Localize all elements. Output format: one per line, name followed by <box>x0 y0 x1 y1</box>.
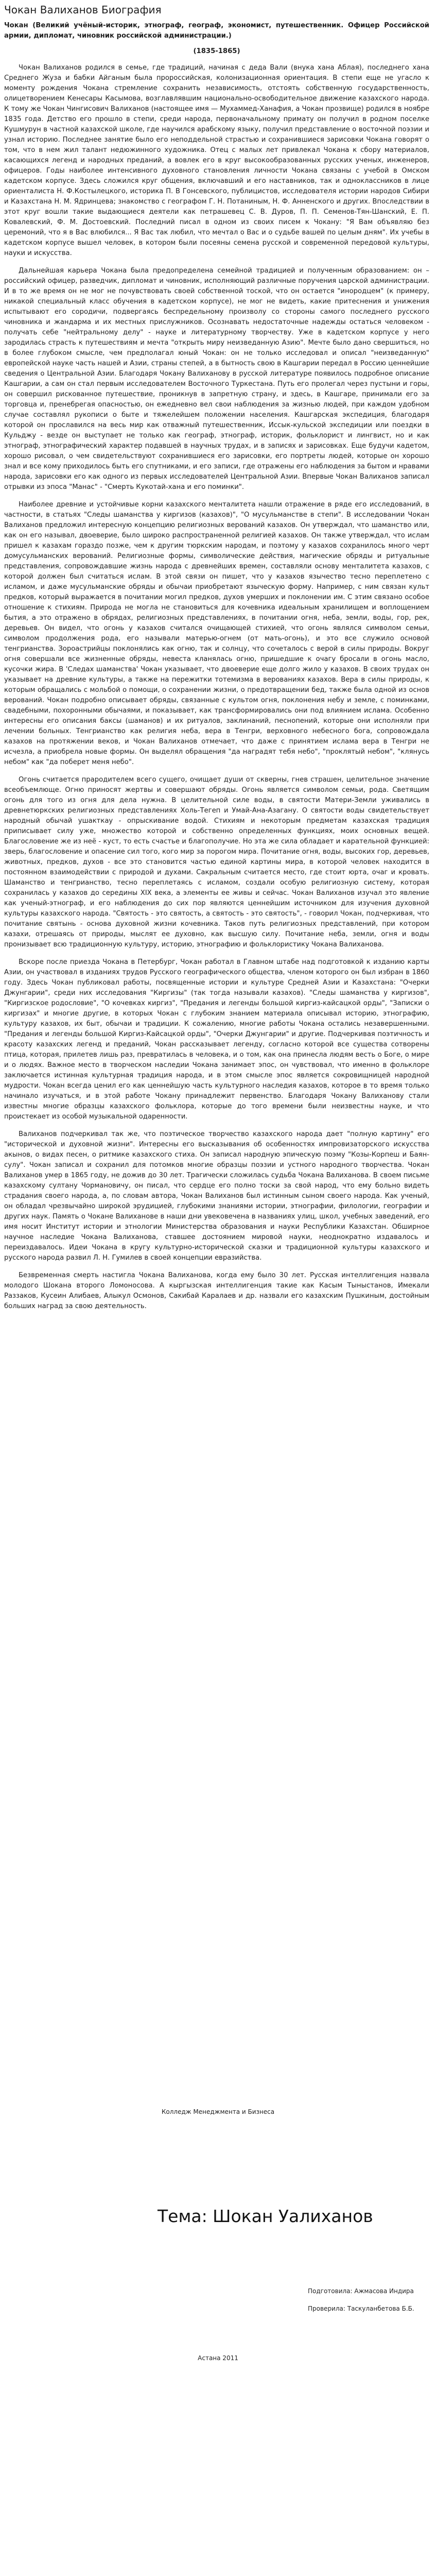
biography-content <box>4 21 429 1319</box>
life-dates: (1835-1865) <box>193 47 240 55</box>
theme-title: Тема: Шокан Уалиханов <box>158 2206 373 2226</box>
paragraph-1: Чокан Валиханов родился в семье, где традиций, начиная с деда Вали (внука хана Аблая), последнего хана Среднего Жуза и бабки Айганым была пророссийская, колонизационная ориентация. В степи еще не угасло к моменту рождения Чокана стремление сохранить независимость, отстоять собственную государственность, олицетворением Кенесары Касымова, возглавлявшим национально-освободительное движение казахского народа. К тому же Чокан Чингисович Валиханов (настоящее имя — Мухаммед-Ханафия, а Чокан прозвище) родился в ноябре 1835 года. Детство его прошло в степи, среди народа, первоначальному примату он получил в родном поселке Кушмурун в частной казахской школе, где научился арабскому языку, получил представление о восточной поэзии и узнал историю. Последнее занятие было его неподдельной страстью и сохранившиеся зарисовки Чокана говорят о том, что в нем жил талант недюжинного художника. Отец с малых лет привлекал Чокана к сбору материалов, касающихся легенд и народных преданий, а вовлек его в круг высокообразованных русских ученых, инженеров, офицеров. Годы наиболее интенсивного духовного становления личности Чокана связаны с учебой в Омском кадетском корпусе. Здесь сложился круг общения, включавший и его наставников, так и одноклассников в лице ориенталиста Н. Ф.Костылецкого, историка П. В Гонсевского, публицистов, исследователя истории народов Сибири и Казахстана Н. М. Ядринцева; знакомство с географом Г. Н. Потаниным, Н. Ф. Анненского и других. Впоследствии в этот круг вошли такие выдающиеся деятели как петрашевец С. В. Дуров, П. П. Семенов-Тян-Шанский, Е. П. Ковалевский, Ф. М. Достоевский. Последний писал в одном из своих писем к Чокану: "Я Вам объявляю без церемоний, что я в Вас влюбился... Я Вас так любил, что мечтал о Вас и о судьбе вашей по целым дням". Их учебы в кадетском корпусе вышел человек, в котором были посеяны семена русской и современной передовой культуры, науки и искусства. <box>4 64 429 257</box>
paragraph-5: Вскоре после приезда Чокана в Петербург, Чокан работал в Главном штабе над подготовкой к изданию карты Азии, он участвовал в изданиях трудов Русского географического общества, членом которого он был избран в 1860 году. Здесь Чокан публиковал работы, посвященные истории и культуре Средней Азии и Казахстана: "Очерки Джунгарии", среди них исследования "Киргизы" (так тогда называли казахов). "Следы шаманства у киргизов", "Киргизское родословие", "О кочевках киргиз", "Предания и легенды большой киргиз-кайсацкой орды", "Записки о киргизах" и многие другие, в которых Чокан с глубоким знанием материала описывал историю, этнографию, культуру казахов, их быт, обычаи и традиции. К сожалению, многие работы Чокана остались незавершенными. "Предания и легенды большой Киргиз-Кайсацкой орды", "Очерки Джунгарии" и другие. Подчеркивая поэтичность и красоту казахских легенд и преданий, Чокан рассказывает легенду, согласно которой все существа сотворены птица, которая, прилетев лишь раз, превратилась в человека, и о том, как она принесла людям весть о Боге, о мире и о людях. Важное место в творческом наследии Чокана занимает эпос, он чувствовал, что именно в фольклоре заключается истинная культурная традиция народа, и в этом смысле эпос является сокровищницей народной мудрости. Чокан всегда ценил его как ценнейшую часть культурного наследия казахов, которое в то время только начинало изучаться, и в этой работе Чокану принадлежит первенство. Благодаря Чокану Валиханову стали известны многие образцы казахского фольклора, которые до того времени были неизвестны науке, и что проистекает из особой музыкальной одаренности. <box>4 958 429 1121</box>
paragraph-6: Валиханов подчеркивал так же, что поэтическое творчество казахского народа дает "полную картину" его "исторической и духовной жизни". Интересны его высказывания об особенностях импровизаторского искусства акынов, о видах песен, о ритмике казахского стиха. Он записал народную эпическую поэму "Козы-Корпеш и Баян-сулу". Чокан записал и сохранил для потомков многие образцы поэзии и устного народного творчества. Чокан Валиханов умер в 1865 году, не дожив до 30 лет. Трагически сложилась судьба Чокана Валиханова. В своем письме казахскому султану Чормановичу, он писал, что сердце его полно тоски за свой народ, что ему больно видеть страдания своего народа, а, по словам автора, Чокан Валиханов был истинным сыном своего народа. Как ученый, он обладал чрезвычайно широкой эрудицией, глубокими знаниями истории, этнографии, филологии, географии и других наук. Память о Чокане Валиханове в наши дни увековечена в названиях улиц, школ, учебных заведений, его имя носит Институт истории и этнологии Министерства образования и науки Республики Казахстан. Обширное научное наследие Чокана Валиханова, ставшее достоянием мировой науки, неоднократно издавалось и переиздавалось. Идеи Чокана в кругу культурно-исторической сказки и традиционной культуры казахского и русского народа развил Л. Н. Гумилев в своей концепции евразийства. <box>4 1130 429 1262</box>
paragraph-3: Наиболее древние и устойчивые корни казахского менталитета нашли отражение в ряде его исследований, в частности, в статьях "Следы шаманства у киргизов (казахов)", "О мусульманстве в степи". В исследовании Чокан Валиханов предложил интересную концепцию религиозных верований казахов. Он утверждал, что шаманство или, как он его называл, двоеверие, было широко распространенной религией казахов. Он также утверждал, что ислам пришел к казахам гораздо позже, чем к другим тюркским народам, и поэтому у казахов сохранилось много черт домусульманских верований. Религиозные формы, символические действия, магические обряды и ритуальные представления, сопровождавшие жизнь народа с древнейших времен, составляли основу менталитета казахов, с которой должен был считаться ислам. В этой связи он пишет, что у казахов язычество тесно переплетено с исламом, и даже мусульманские обряды и обычаи приобретают языческую форму. Например, с ним связан культ предков, который выражается в почитании могил предков, духов умерших и поклонении им. С этим связано особое отношение к стихиям. Природа не могла не становиться для кочевника идеальным хранилищем и воплощением бытия, а это отражено в обрядах, религиозных представлениях, в почитании огня, неба, земли, воды, гор, рек, деревьев. Он видел, что огонь у казахов считался очищающей стихией, что огонь являлся символом семьи, символом продолжения рода, его называли матерью-огнем (от мать-огонь), и это все служило основой тенгрианства. Зороастрийцы поклонялись как огню, так и солнцу, что сочеталось с верой в силы природы. Вокруг огня совершали все жизненные обряды, невеста кланялась огню, пришедшие к очагу бросали в огонь масло, кусочки жира. В 'Следах шаманства' Чокан указывает, что двоеверие еще долго жило у казахов. В своих трудах он указывает на древние культуры, а также на пережитки тотемизма в верованиях казахов. Вера в силы природы, к которым обращались с мольбой о помощи, о сохранении жизни, о предотвращении бед, также была одной из основ верований. Чокан подробно описывает обряды, связанные с культом огня, поклонения небу и земле, с поминками, свадебными, похоронными обычаями, и показывает, как трансформировались они под влиянием ислама. Особенно интересны его описания баксы (шаманов) и их ритуалов, заклинаний, песнопений, которые они исполняли при лечении больных. Тенгрианство как религия неба, вера в Тенгри, верховного небесного бога, сопровождала казахов на протяжении веков, и Чокан Валиханов отмечает, что даже с принятием ислама вера в Тенгри не исчезла, а приобрела новые формы. Он выделял обращения "да наградят тебя небо", "проклятый небом", "клянусь небом" как "да поберет меня небо". <box>4 501 429 766</box>
city-year: Астана 2011 <box>198 2354 238 2362</box>
prepared-by: Подготовила: Ажмасова Индира <box>308 2287 414 2295</box>
paragraph-4: Огонь считается прародителем всего сущего, очищает души от скверны, гнев страшен, целительное значение всеобъемлюще. Огню приносят жертвы и совершают обряды. Огонь является символом семьи, рода. Светящим огонь для того из огня для дела нужна. В целительной силе воды, в святости Матери-Земли уживались в древнетюркских религиозных представлениях Холь-Тегеп и Умай-Ана-Азагану. О святости воды свидетельствует народный обычай ушакткау - опрыскивание водой. Стихиям и некоторым предметам казахская традиция приписывает силу уже, множество которой и собственно определенных функциях, моих основных вещей. Благословение же из неё - куст, то есть счастье и благополучие. Но эта же сила обладает и карательной функцией: зверь, благословение и опасение сил того, кого мир за порогом мира. Почитание огня, воды, высоких гор, деревьев, животных, предков, духов - все это становится частью единой картины мира, в которой человек находится в постоянном взаимодействии с природой и духами. Сакральным считается место, где стоит юрта, очаг и кровать. Шаманство и тенгрианство, тесно переплетаясь с исламом, создали особую религиозную систему, которая сохранилась у казахов до середины ХIХ века, а элементы ее живы и сейчас. Чокан Валиханов изучал это явление как ученый-этнограф, и его наблюдения до сих пор являются ценнейшим источником для изучения духовной культуры казахского народа. "Святость - это святость, а святость - это святость", - говорил Чокан, подчеркивая, что почитание святынь - основа духовной жизни кочевника. Таков путь религиозных представлений, при котором казахи, отрешаясь от природы, мыслят ее духовно, как высшую силу. Почитание неба, земли, огня и воды пронизывает всю традиционную культуру, историю, этнографию и фольклористику Чокана Валиханова. <box>4 776 429 948</box>
checked-by: Проверила: Таскуланбетова Б.Б. <box>308 2305 414 2312</box>
college-name: Колледж Менеджмента и Бизнеса <box>161 2108 275 2115</box>
paragraph-2: Дальнейшая карьера Чокана была предопределена семейной традицией и полученным образованием: он – российский офицер, разведчик, дипломат и чиновник, исполняющий различные поручения царской администрации. И в то же время он не мог не почувствовать своей собственной тоской, что он остается "инородцем" (к примеру, никакой специальный класс обучения в кадетском корпусе), не мог не видеть, какие притеснения и унижения испытывают его сородичи, подвергаясь беспредельному произволу со стороны самого последнего русского чиновника и жандарма и их местных прислужников. Осознавать недостаточные надежды остаться человеком - получать себе "нейтральному делу" - науке и литературному творчеству. Уже в кадетском корпусе у него зародилась страсть к путешествиям и мечта "открыть миру неизведанную Азию". Мечте было дано свершиться, но в более глубоком смысле, чем предполагал юный Чокан: он не только исследовал и описал "неизведанную" европейской науке часть нашей и Азии, страны степей, а в бытность свою в Кашгарии передал в Россию ценнейшие сведения о Центральной Азии. Благодаря Чокану Валиханову в русской литературе появилось подробное описание Кашгарии, а сам он стал первым исследователем Восточного Туркестана. Путь его пролегал через пустыни и горы, он совершил рискованное путешествие, проникнув в запретную страну, и здесь, в Кашгаре, принимали его за торговца и, пренебрегая опасностью, он ежедневно вел свои наблюдения за жизнью людей, при каждом удобном случае составлял рукописи о быте и тяжелейшем положении населения. Кашгарская экспедиция, благодаря которой он прославился на весь мир как отважный путешественник, Иссык-кульской экспедиции или поездки в Кульджу - везде он выступает не только как географ, этнограф, историк, фольклорист и лингвист, но и как этнограф, этнографический характер подавшей в научных трудах, и в записях и зарисовках. Еще будучи кадетом, хорошо рисовал, о чем свидетельствуют сохранившиеся его зарисовки, его портреты людей, которые он хорошо знал и все кому приходилось быть его спутниками, и его записи, где отражены его наблюдения за бытом и нравами народа, зарисовки его как одного из первых исследователей Центральной Азии. Впервые Чокан Валиханов записал отрывки из эпоса "Манас" - "Смерть Кукотай-хана и его поминки". <box>4 267 429 491</box>
biography-header: Чокан (Великий учёный-историк, этнограф, географ, экономист, путешественник. Офицер Российской армии, дипломат, чиновник российской администрации.) <box>4 22 429 40</box>
page-title: Чокан Валиханов Биография <box>4 4 162 16</box>
paragraph-7: Безвременная смерть настигла Чокана Валиханова, когда ему было 30 лет. Русская интеллигенция назвала молодого Шокана второго Ломоносова. А кыргызская интеллигенция такие как Касым Тыныстанов, Имекали Раззаков, Кусеин Алибаев, Алыкул Осмонов, Сакибай Каралаев и др. назвали его казахским Пушкиным, достойным больших наград за свою деятельность. <box>4 1272 429 1310</box>
